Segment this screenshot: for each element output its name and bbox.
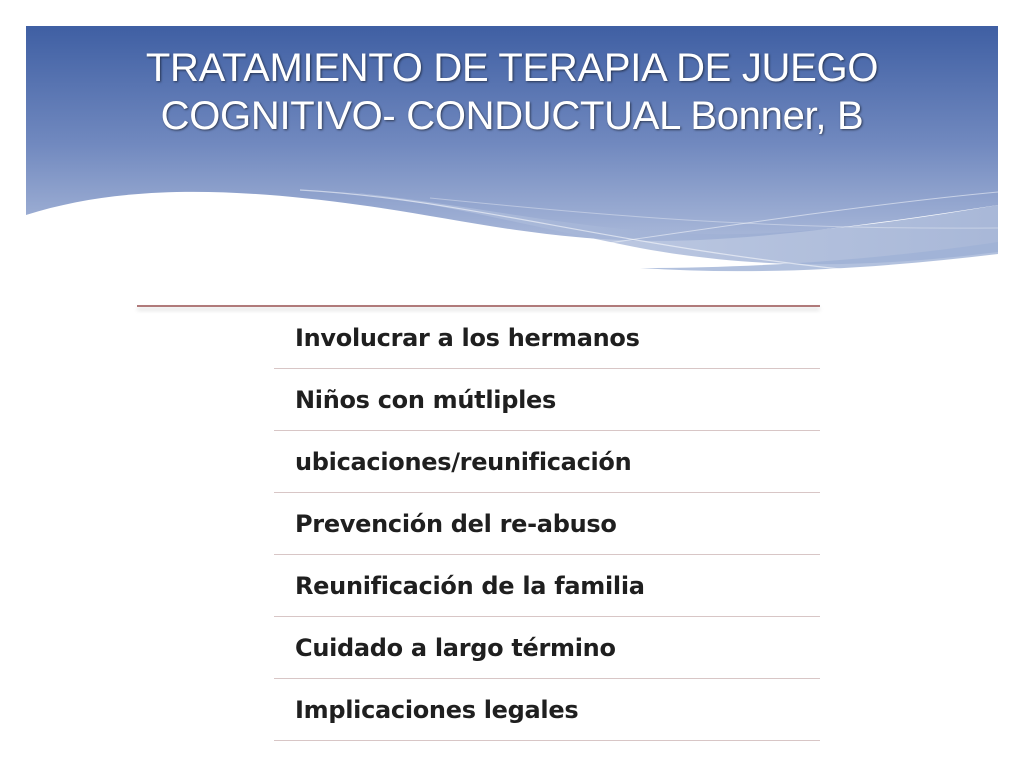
list-item: ubicaciones/reunificación [274, 431, 820, 493]
item-list [274, 307, 820, 741]
list-item: Reunificación de la familia [274, 555, 820, 617]
list-item: Niños con mútliples [274, 369, 820, 431]
slide-title-line-2: COGNITIVO- CONDUCTUAL Bonner, B [160, 94, 864, 138]
list-item: Prevención del re-abuso [274, 493, 820, 555]
slide-title-line-1: TRATAMIENTO DE TERAPIA DE JUEGO [145, 46, 879, 90]
list-item: Involucrar a los hermanos [274, 307, 820, 369]
list-item: Implicaciones legales [274, 679, 820, 741]
list-item: Cuidado a largo término [274, 617, 820, 679]
slide-title [60, 44, 964, 140]
